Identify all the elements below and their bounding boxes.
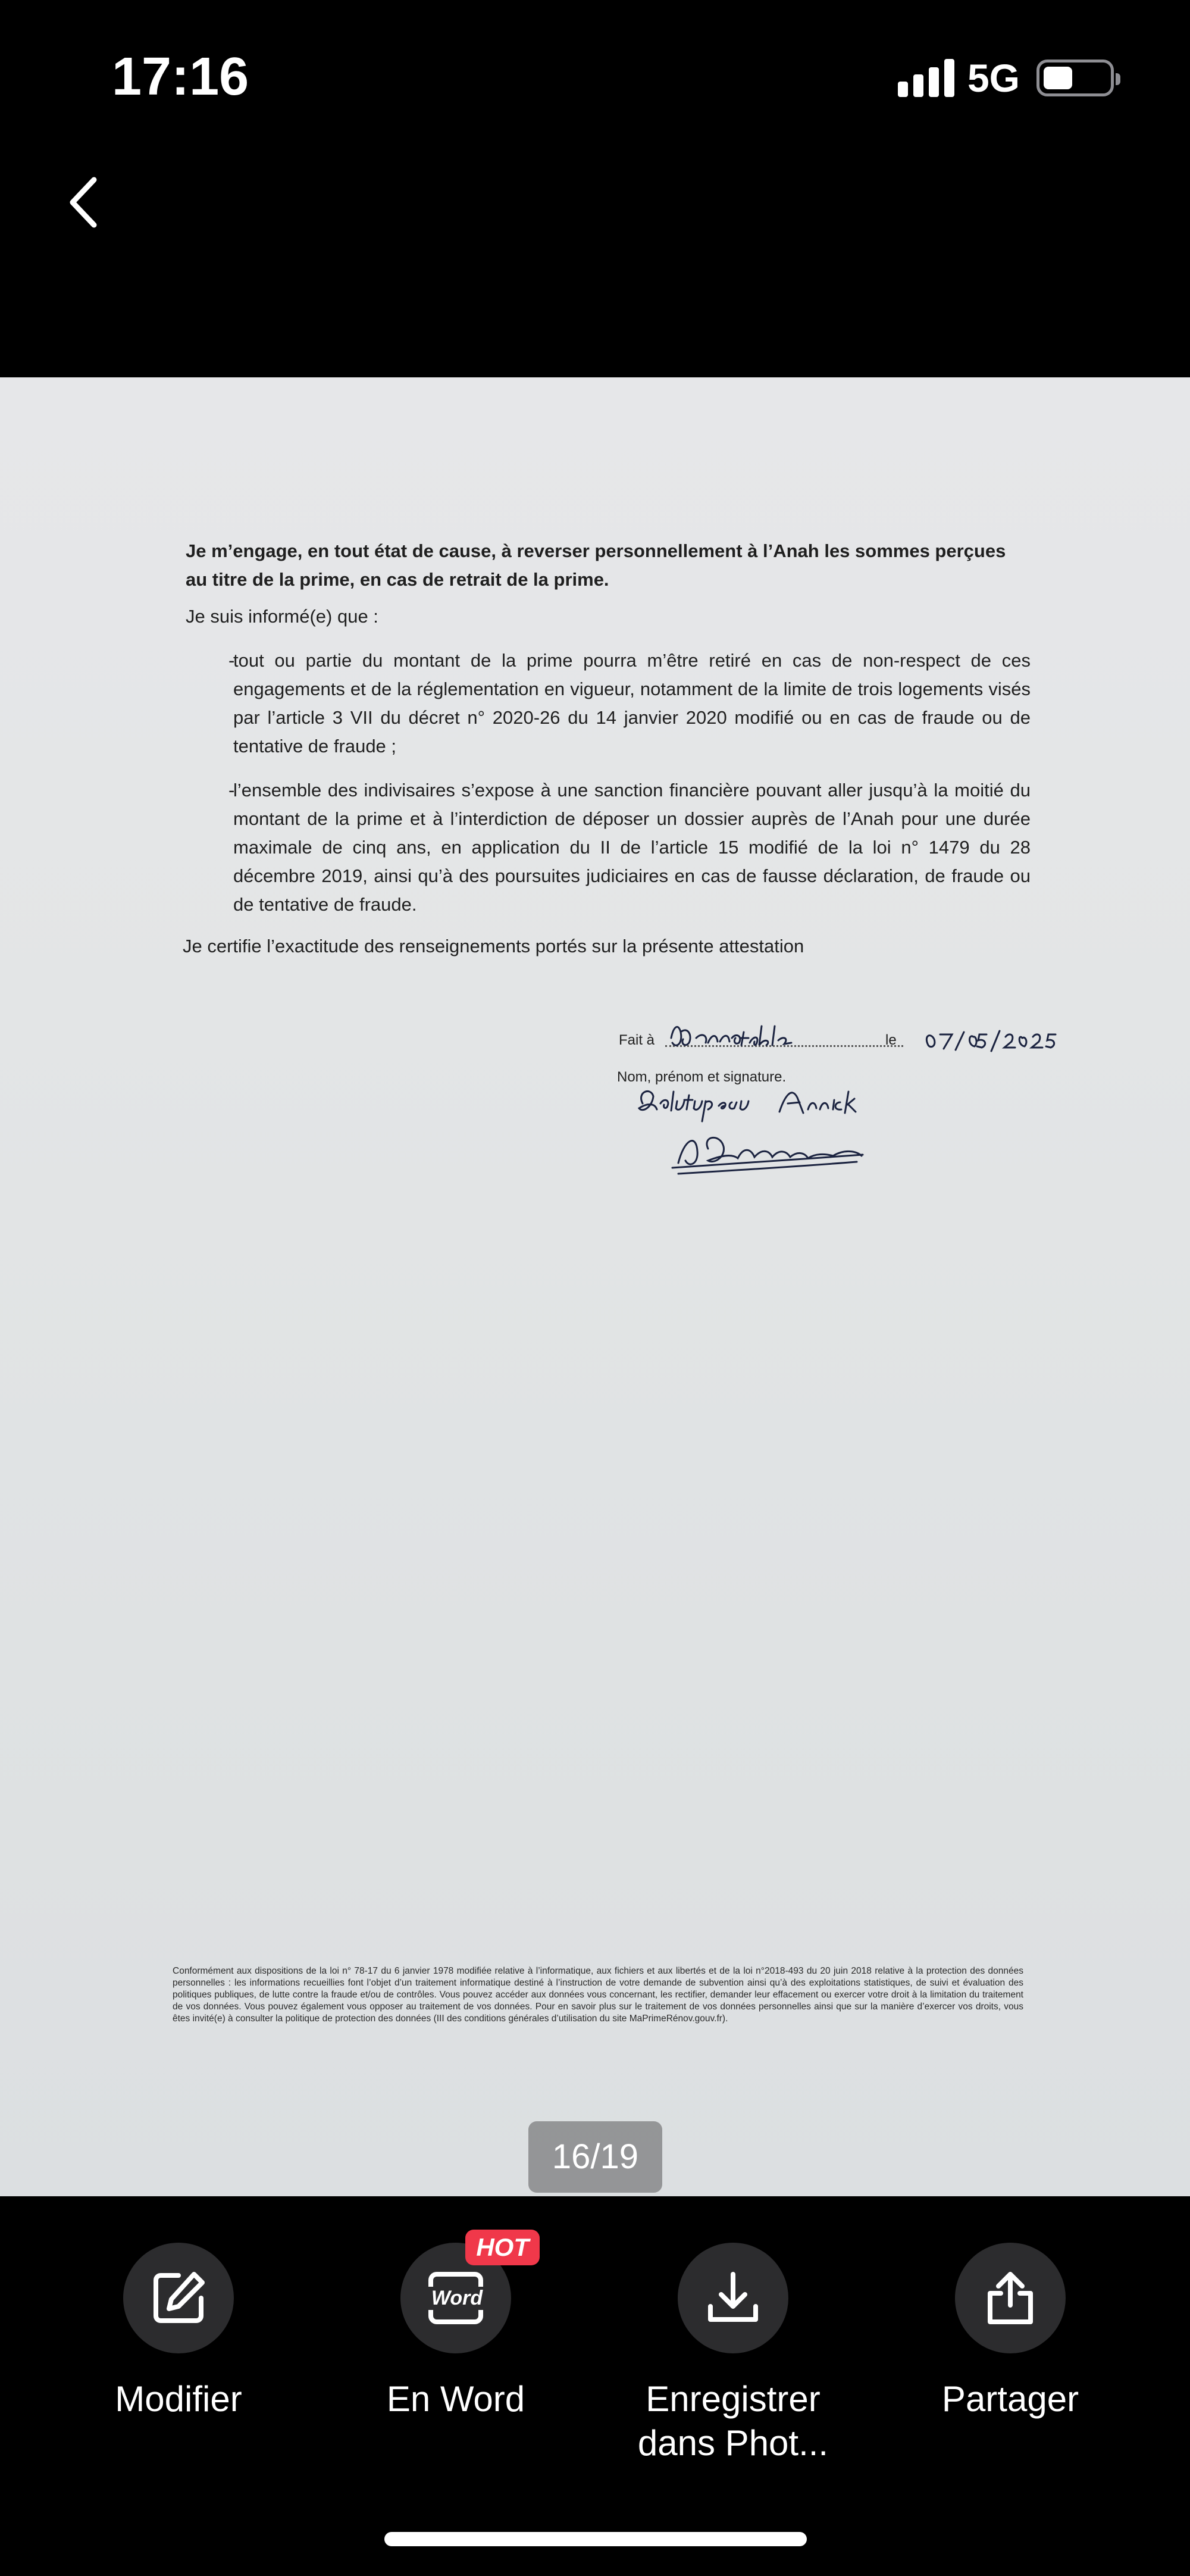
legal-notice: Conformément aux dispositions de la loi n° 78-17 du 6 janvier 1978 modifiée relative à l’informatique, aux fichiers et aux libertés et de la loi n°2018-493 du 20 juin 2018 relative à la protection des données personnelles : les informations recueillies font l’objet d’un traitement informatique destiné à l’instruction de votre demande de subvention ainsi qu’à des exploitations statistiques, de suivi et évaluation des politiques publiques, de lutte contre la fraude et/ou de contrôles. Vous pouvez accéder aux données vous concernant, les rectifier, demander leur effacement ou exercer votre droit à la limitation du traitement de vos données. Vous pouvez également vous opposer au traitement de vos données. Pour en savoir plus sur le traitement de vos données personnelles ainsi que sur la manière d’exercer vos droits, vous êtes invité(e) à consulter la politique de protection des données (III des conditions générales d’utilisation du site MaPrimeRénov.gouv.fr). [173, 1966, 1023, 2024]
word-icon: Word [428, 2272, 483, 2324]
page-indicator: 16/19 [528, 2121, 662, 2193]
document-page [0, 377, 1190, 2196]
hot-badge: HOT [465, 2230, 540, 2265]
word-label: En Word [386, 2379, 525, 2419]
informed-heading: Je suis informé(e) que : [186, 606, 378, 627]
status-indicators [898, 57, 1114, 99]
modify-label: Modifier [115, 2379, 242, 2419]
bullet-item: - tout ou partie du montant de la prime pourra m’être retiré en cas de non-respect de ces engagements et de la réglementation en vigueur, notamment de la limite de trois logements visés par l’article 3 VII du décret n° 2020-26 du 14 janvier 2020 modifié ou en cas de fraude ou de tentative de fraude ; [228, 650, 1031, 756]
share-label: Partager [941, 2379, 1079, 2419]
back-button[interactable] [60, 173, 113, 232]
share-icon-button[interactable] [955, 2243, 1066, 2353]
certify-statement: Je certifie l’exactitude des renseignements portés sur la présente attestation [183, 936, 804, 956]
bullet-text: l’ensemble des indivisaires s’expose à une sanction financière pouvant aller jusqu’à la moitié du montant de la prime et à l’interdiction de déposer un dossier auprès de l’Anah pour une durée maximale de cinq ans, en application du II de l’article 15 modifié de la loi n° 1479 du 28 décembre 2019, ainsi qu’à des poursuites judiciaires en cas de fausse déclaration, de fraude ou de tentative de fraude. [233, 780, 1031, 915]
handwritten-date [926, 1031, 1056, 1051]
save-icon-button[interactable] [678, 2243, 788, 2353]
bullet-text: tout ou partie du montant de la prime pourra m’être retiré en cas de non-respect de ces engagements et de la réglementation en vigueur, notamment de la limite de trois logements visés par l’article 3 VII du décret n° 2020-26 du 14 janvier 2020 modifié ou en cas de fraude ou de tentative de fraude ; [233, 650, 1031, 756]
bullet-item: - l’ensemble des indivisaires s’expose à une sanction financière pouvant aller jusqu’à la moitié du montant de la prime et à l’interdiction de déposer un dossier auprès de l’Anah pour une durée maximale de cinq ans, en application du II de l’article 15 modifié de la loi n° 1479 du 28 décembre 2019, ainsi qu’à des poursuites judiciaires en cas de fausse déclaration, de fraude ou de tentative de fraude. [228, 780, 1031, 915]
bottom-toolbar [0, 2196, 1190, 2576]
home-indicator[interactable] [384, 2532, 807, 2546]
fait-a-label: Fait à [619, 1032, 655, 1048]
chevron-left-icon [60, 173, 113, 232]
signature [672, 1137, 863, 1174]
modify-button[interactable] [48, 2243, 309, 2421]
modify-icon-button[interactable] [123, 2243, 234, 2353]
signal-icon [898, 59, 954, 97]
word-icon-button[interactable] [400, 2233, 529, 2353]
le-label: le [885, 1032, 897, 1048]
status-time: 17:16 [112, 47, 249, 107]
handwritten-name [639, 1091, 856, 1121]
save-button[interactable] [602, 2243, 864, 2465]
download-icon [703, 2268, 763, 2328]
share-button[interactable] [879, 2243, 1141, 2421]
network-label: 5G [967, 56, 1020, 100]
battery-icon [1036, 60, 1114, 96]
save-label: Enregistrer dans Phot... [637, 2379, 829, 2463]
edit-icon [149, 2268, 208, 2328]
engagement-paragraph: Je m’engage, en tout état de cause, à reverser personnellement à l’Anah les sommes perçues au titre de la prime, en cas de retrait de la prime. [186, 540, 1006, 590]
nom-label: Nom, prénom et signature. [617, 1069, 787, 1085]
word-button[interactable] [325, 2233, 587, 2421]
handwritten-place [671, 1026, 791, 1045]
share-icon [981, 2268, 1040, 2328]
handwriting [619, 1008, 1095, 1199]
